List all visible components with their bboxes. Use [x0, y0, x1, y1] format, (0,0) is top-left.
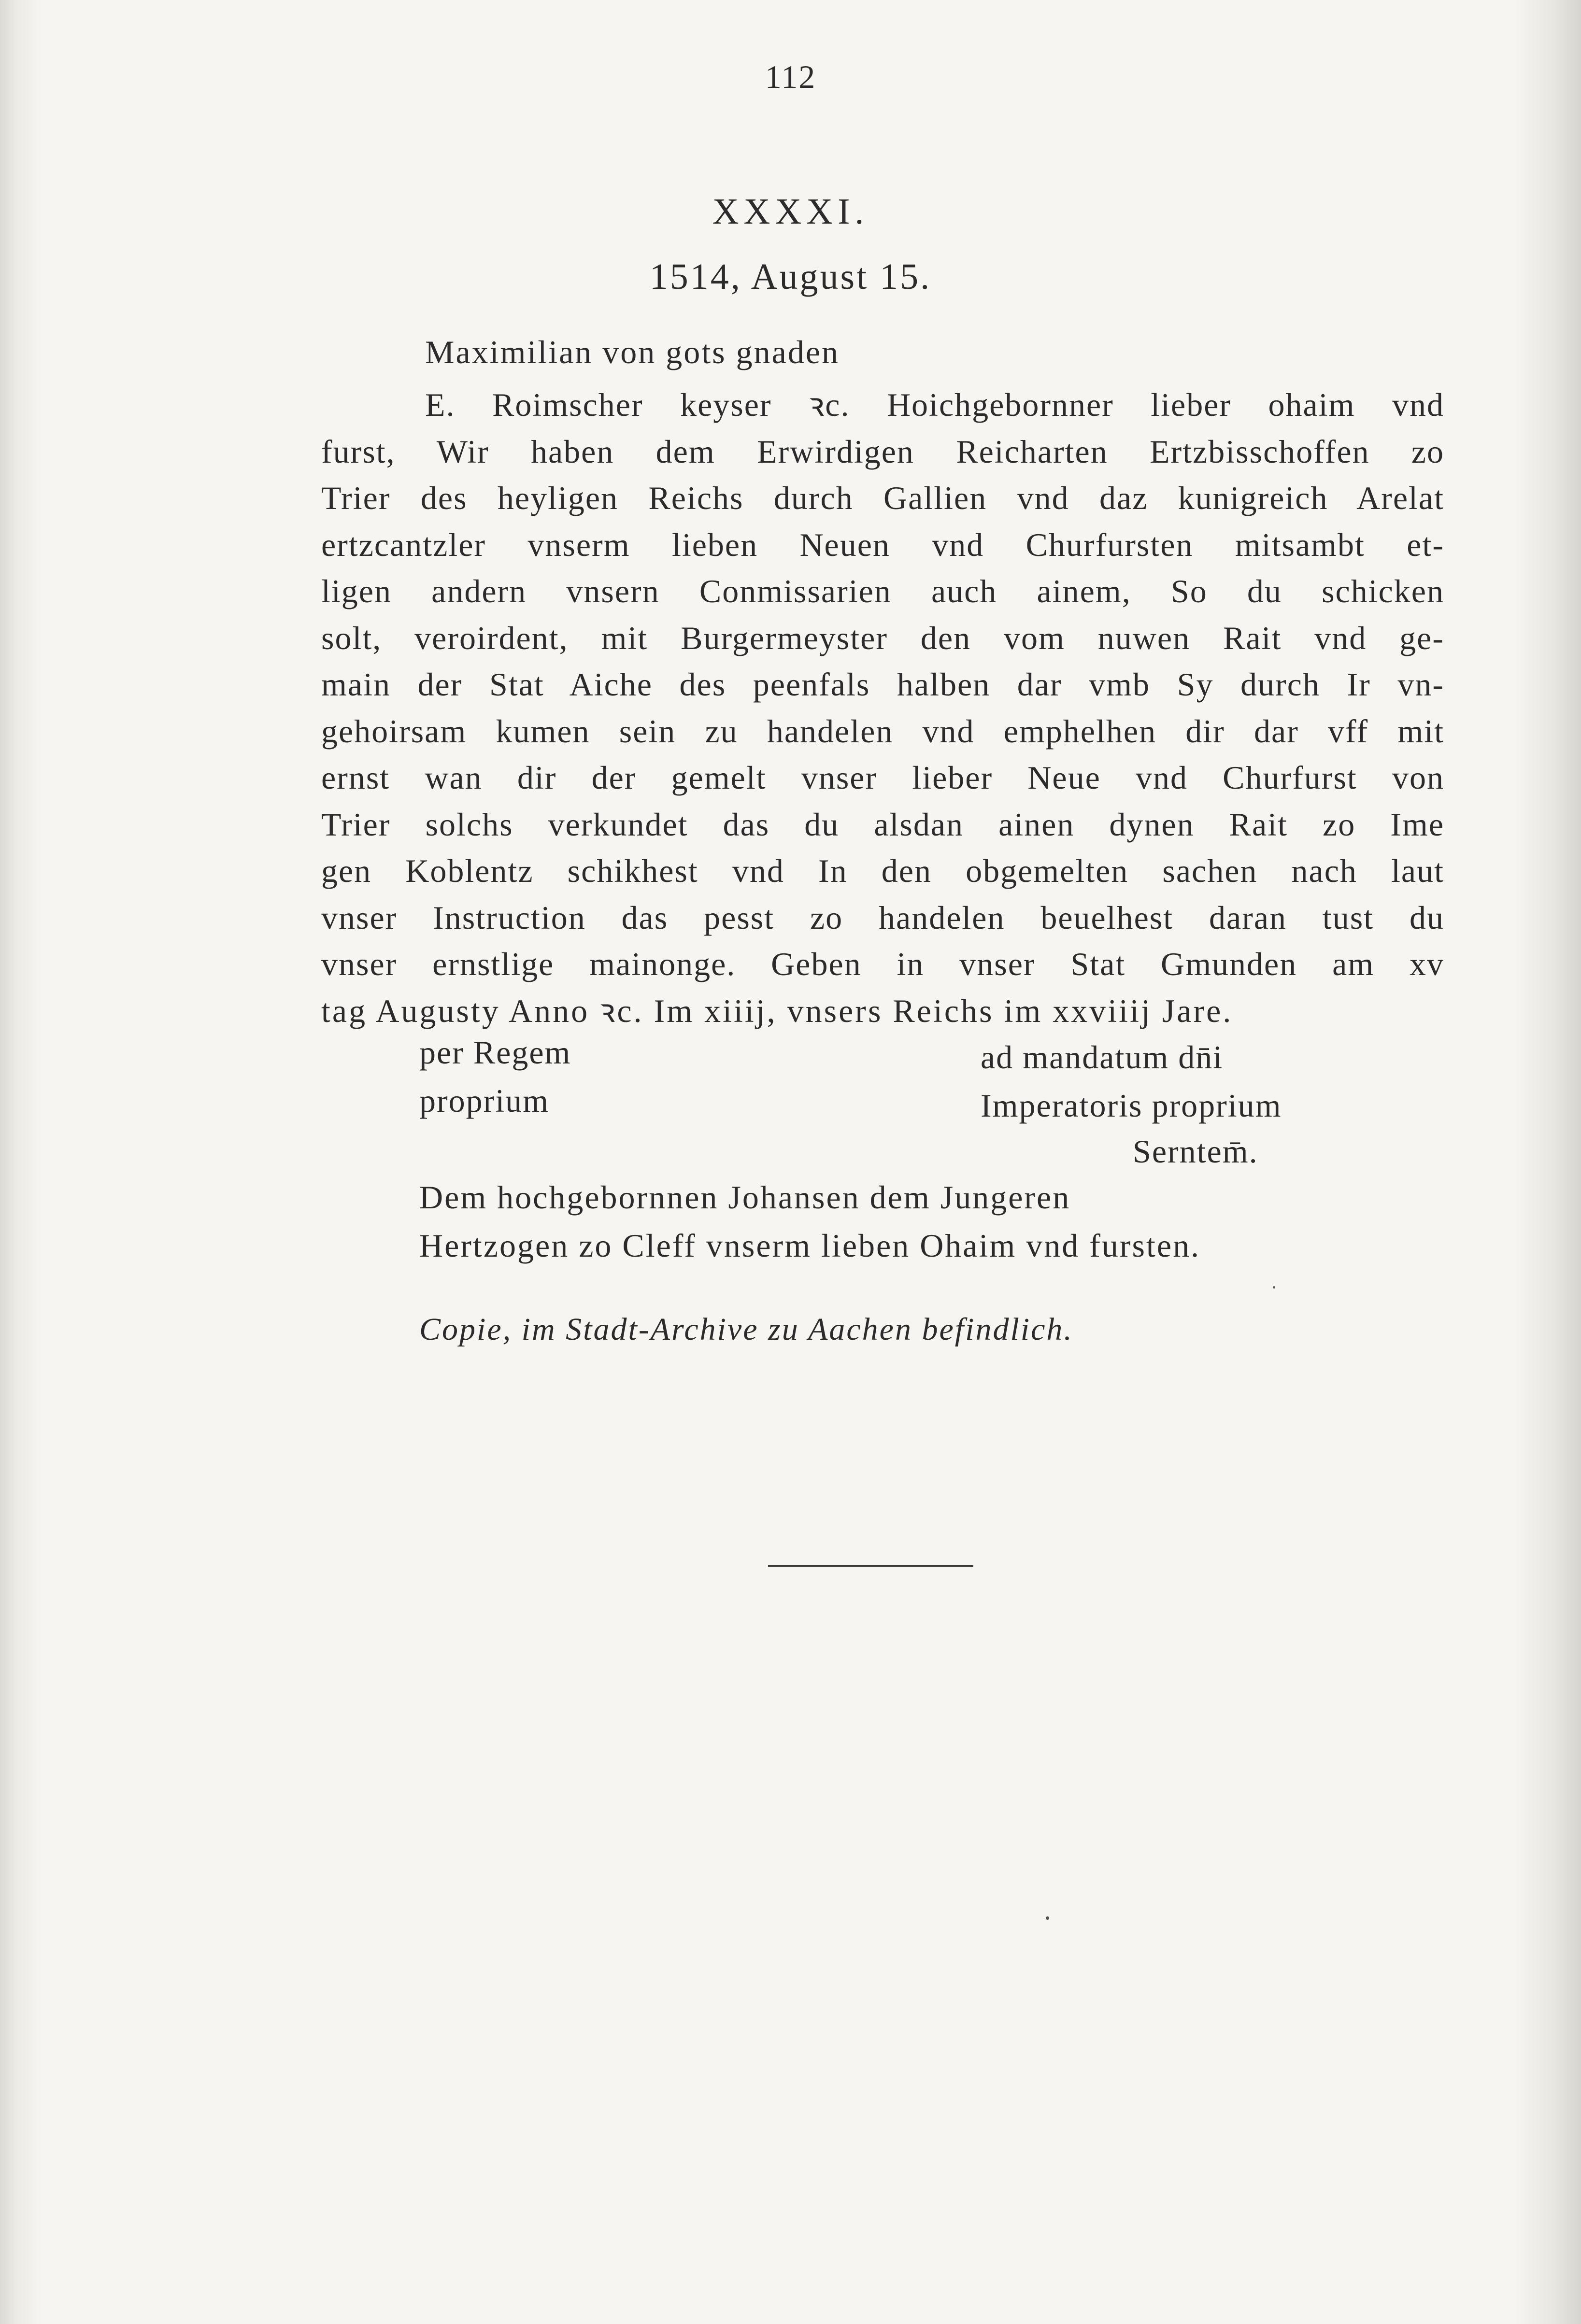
- signature-right-line2: Imperatoris proprium: [981, 1087, 1282, 1124]
- document-date-heading: 1514, August 15.: [649, 256, 932, 297]
- scan-edge-right: [1513, 0, 1581, 2324]
- signature-left-line1: per Regem: [419, 1034, 571, 1071]
- page-number: 112: [765, 58, 816, 95]
- section-divider-rule: [768, 1565, 973, 1567]
- source-note: Copie, im Stadt-Archive zu Aachen befindlich.: [419, 1312, 1073, 1347]
- letter-body-line: tag Augusty Anno ꝛc. Im xiiij, vnsers Reichs im xxviiij Jare.: [321, 992, 1233, 1029]
- letter-body-line: ertzcantzler vnserm lieben Neuen vnd Churfursten mitsambt et-: [321, 526, 1444, 563]
- address-line1: Dem hochgebornnen Johansen dem Jungeren: [419, 1179, 1071, 1216]
- letter-body: [321, 382, 1444, 1034]
- letter-body-line: gehoirsam kumen sein zu handelen vnd emphelhen dir dar vff mit: [321, 712, 1444, 750]
- letter-body-line: main der Stat Aiche des peenfals halben dar vmb Sy durch Ir vn-: [321, 666, 1444, 703]
- signature-right-line3: Serntem̄.: [1133, 1133, 1258, 1170]
- letter-body-line: ligen andern vnsern Conmissarien auch ainem, So du schicken: [321, 573, 1444, 609]
- signature-left-line2: proprium: [419, 1082, 550, 1119]
- letter-body-line: furst, Wir haben dem Erwirdigen Reicharten Ertzbisschoffen zo: [321, 433, 1444, 470]
- letter-body-line: Trier des heyligen Reichs durch Gallien vnd daz kunigreich Arelat: [321, 480, 1444, 516]
- letter-salutation: Maximilian von gots gnaden: [425, 334, 840, 370]
- letter-body-line: vnser ernstlige mainonge. Geben in vnser Stat Gmunden am xv: [321, 946, 1444, 982]
- letter-body-line: gen Koblentz schikhest vnd In den obgemelten sachen nach laut: [321, 852, 1444, 889]
- letter-body-line: Trier solchs verkundet das du alsdan ainen dynen Rait zo Ime: [321, 806, 1444, 843]
- letter-body-line: solt, veroirdent, mit Burgermeyster den vom nuwen Rait vnd ge-: [321, 619, 1444, 656]
- scan-speck: [1046, 1916, 1049, 1920]
- scan-edge-left: [0, 0, 43, 2324]
- letter-body-line: E. Roimscher keyser ꝛc. Hoichgebornner lieber ohaim vnd: [425, 386, 1444, 423]
- document-number-heading: XXXXI.: [712, 191, 869, 232]
- scan-speck: [1273, 1286, 1275, 1289]
- signature-right-line1: ad mandatum dn̄i: [981, 1039, 1224, 1076]
- address-line2: Hertzogen zo Cleff vnserm lieben Ohaim vnd fursten.: [419, 1227, 1201, 1264]
- letter-body-line: ernst wan dir der gemelt vnser lieber Neue vnd Churfurst von: [321, 759, 1444, 796]
- letter-body-line: vnser Instruction das pesst zo handelen beuelhest daran tust du: [321, 899, 1444, 936]
